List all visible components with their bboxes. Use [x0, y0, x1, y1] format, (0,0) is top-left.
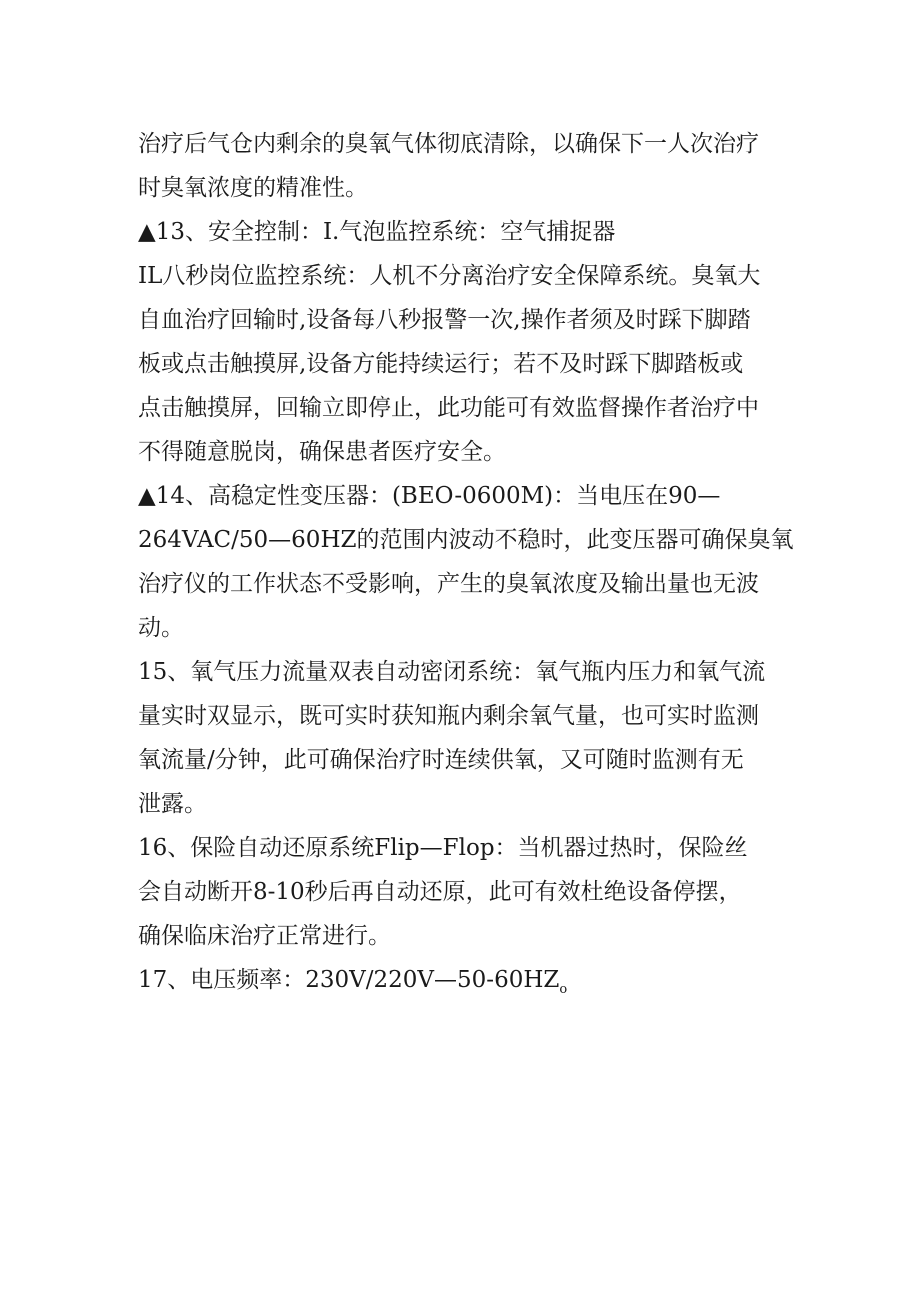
- document-body: [138, 122, 794, 1002]
- text-line: 氧流量/分钟，此可确保治疗时连续供氧，又可随时监测有无: [138, 747, 744, 773]
- text-line: 时臭氧浓度的精准性。: [138, 175, 368, 201]
- text-line: 治疗后气仓内剩余的臭氧气体彻底清除，以确保下一人次治疗: [138, 131, 759, 157]
- paragraph-item-17: [138, 958, 788, 1002]
- text-line: 板或点击触摸屏,设备方能持续运行；若不及时踩下脚踏板或: [138, 351, 744, 377]
- text-line: 264VAC/50—60HZ的范围内波动不稳时，此变压器可确保臭氧: [138, 527, 794, 553]
- item-heading: [138, 958, 788, 1002]
- text-line: 治疗仪的工作状态不受影响，产生的臭氧浓度及输出量也无波: [138, 571, 759, 597]
- text-line: 确保临床治疗正常进行。: [138, 923, 391, 949]
- paragraph-item-16: [138, 826, 788, 958]
- paragraph-item-14: [138, 474, 794, 650]
- text-line: 动。: [138, 615, 184, 641]
- item-17-text: 17、电压频率：230V/220V—50-60HZ: [138, 967, 560, 993]
- item-heading: ▲14、高稳定性变压器：(BEO-0600M)：当电压在90—: [138, 483, 721, 509]
- item-heading: 16、保险自动还原系统Flip—Flop：当机器过热时，保险丝: [138, 835, 748, 861]
- text-line: 不得随意脱岗，确保患者医疗安全。: [138, 439, 506, 465]
- text-line: 会自动断开8-10秒后再自动还原，此可有效杜绝设备停摆，: [138, 879, 742, 905]
- paragraph-item-15: [138, 650, 788, 826]
- paragraph-item-13: [138, 210, 788, 474]
- paragraph-ozone-clear: [138, 122, 788, 210]
- text-line: IL八秒岗位监控系统：人机不分离治疗安全保障系统。臭氧大: [138, 263, 761, 289]
- text-line: 点击触摸屏，回输立即停止，此功能可有效监督操作者治疗中: [138, 395, 759, 421]
- item-heading: 15、氧气压力流量双表自动密闭系统：氧气瓶内压力和氧气流: [138, 659, 766, 685]
- item-17-suffix: o: [559, 982, 568, 997]
- item-heading: ▲13、安全控制：I.气泡监控系统：空气捕捉器: [138, 219, 616, 245]
- text-line: 泄露。: [138, 791, 207, 817]
- text-line: 量实时双显示，既可实时获知瓶内剩余氧气量，也可实时监测: [138, 703, 759, 729]
- text-line: 自血治疗回输时,设备每八秒报警一次,操作者须及时踩下脚踏: [138, 307, 751, 333]
